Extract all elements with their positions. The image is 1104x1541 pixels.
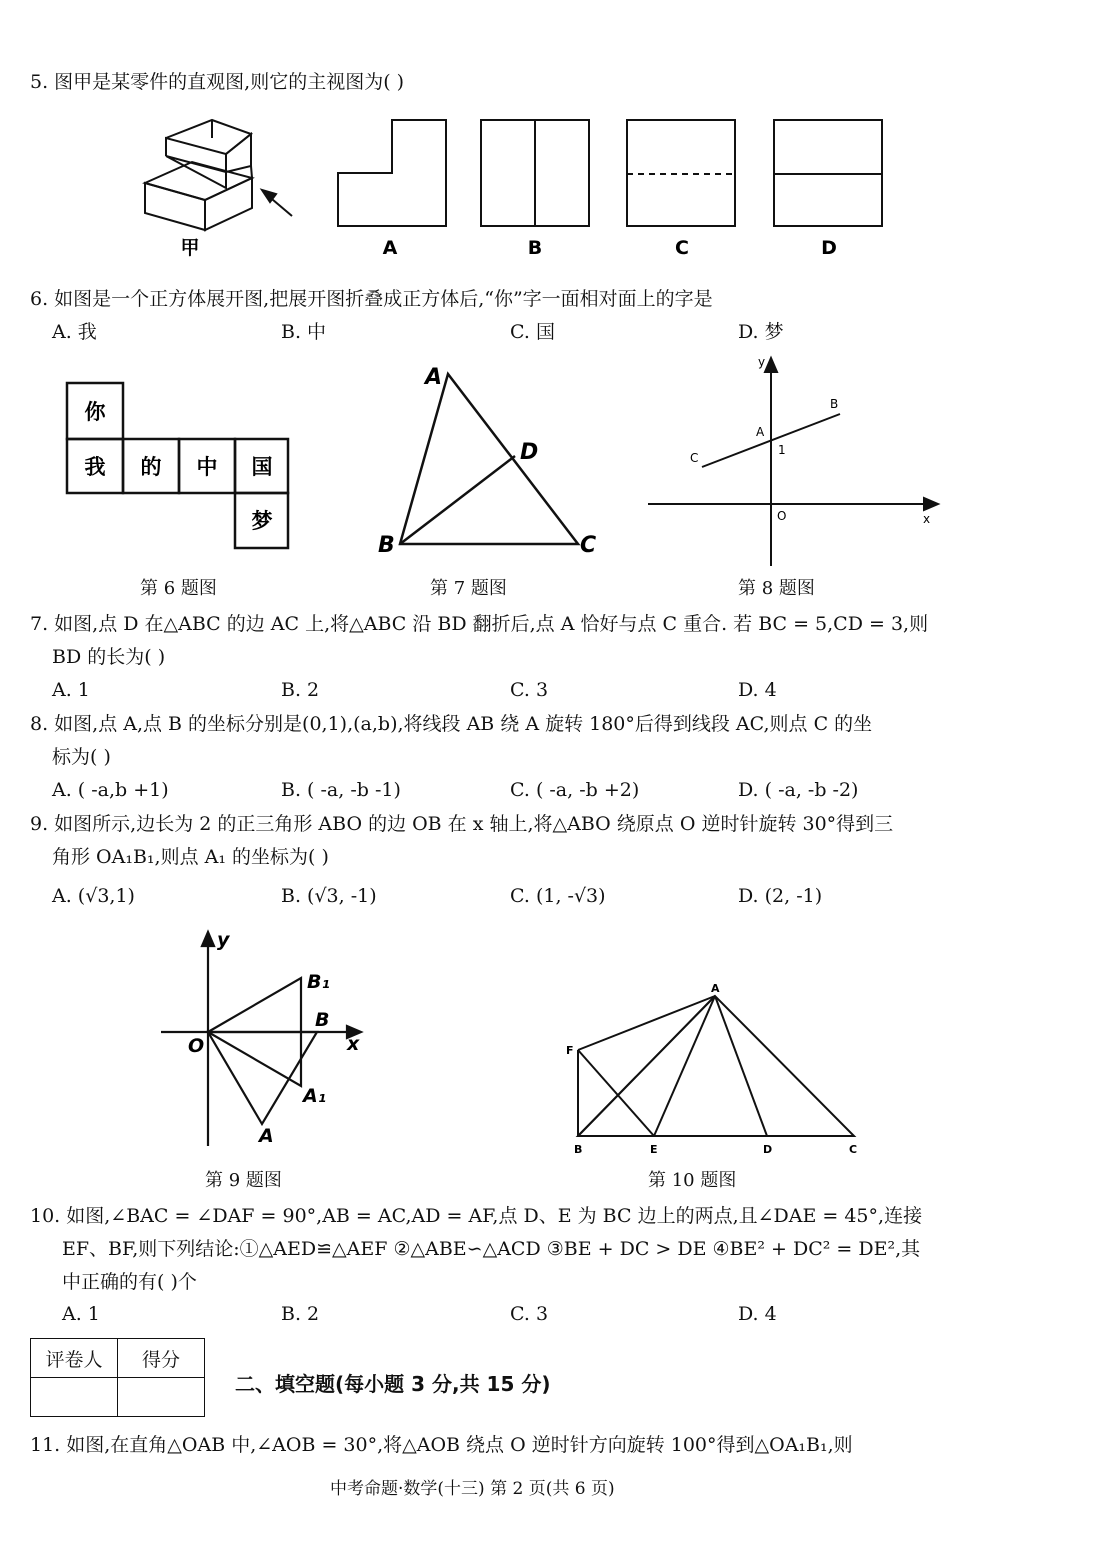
q7-line2: BD 的长为( ) — [52, 646, 166, 668]
q9-option-b: B. (√3, -1) — [281, 885, 377, 907]
fig-label-b: B — [527, 237, 543, 259]
view-a — [338, 120, 446, 226]
q8-option-a: A. ( -a,b +1) — [52, 779, 169, 801]
fig-label-jia: 甲 — [180, 237, 200, 259]
q10-option-b: B. 2 — [281, 1303, 320, 1325]
caption-fig6: 第 6 题图 — [140, 578, 217, 599]
fig7-triangle — [370, 362, 610, 562]
fig10-label-c: C — [849, 1143, 858, 1156]
net-char-zhong: 中 — [196, 455, 218, 479]
q9-option-d: D. (2, -1) — [738, 885, 823, 907]
reviewer-header: 评卷人 — [31, 1339, 118, 1378]
view-arrow-icon — [262, 190, 292, 216]
fig10-label-d: D — [763, 1143, 773, 1156]
q10-line1: 10. 如图,∠BAC = ∠DAF = 90°,AB = AC,AD = AF,点 D、E 为 BC 边上的两点,且∠DAE = 45°,连接 — [30, 1205, 923, 1227]
fig9-label-a1: A₁ — [303, 1085, 327, 1107]
q7-option-d: D. 4 — [738, 679, 777, 701]
q8-option-d: D. ( -a, -b -2) — [738, 779, 859, 801]
q6-option-d: D. 梦 — [738, 321, 784, 343]
q11-line1: 11. 如图,在直角△OAB 中,∠AOB = 30°,将△AOB 绕点 O 逆时针方向旋转 100°得到△OA₁B₁,则 — [30, 1434, 853, 1456]
q5-figures — [130, 108, 910, 260]
net-char-meng: 梦 — [251, 509, 273, 533]
fig7-label-b: B — [378, 533, 395, 558]
fig-label-a: A — [382, 237, 398, 259]
net-char-guo: 国 — [251, 455, 273, 479]
q8-option-c: C. ( -a, -b +2) — [510, 779, 640, 801]
q5-stem: 5. 图甲是某零件的直观图,则它的主视图为( ) — [30, 71, 405, 93]
grading-table — [30, 1338, 205, 1417]
fig9-label-b1: B₁ — [307, 971, 330, 993]
q6-option-c: C. 国 — [510, 321, 555, 343]
q10-option-a: A. 1 — [62, 1303, 100, 1325]
q7-option-a: A. 1 — [52, 679, 90, 701]
score-cell[interactable] — [118, 1378, 205, 1417]
view-c — [627, 120, 735, 226]
fig7-label-c: C — [580, 533, 597, 558]
view-b — [481, 120, 589, 226]
q10-option-c: C. 3 — [510, 1303, 549, 1325]
q8-line2: 标为( ) — [52, 746, 111, 768]
q6-option-a: A. 我 — [52, 321, 97, 343]
fig10-label-e: E — [650, 1143, 658, 1156]
page-footer: 中考命题·数学(十三) 第 2 页(共 6 页) — [330, 1479, 615, 1499]
fig8-label-o: O — [777, 509, 787, 523]
fig7-label-d: D — [520, 440, 539, 465]
fig9-label-b: B — [315, 1009, 330, 1031]
q8-line1: 8. 如图,点 A,点 B 的坐标分别是(0,1),(a,b),将线段 AB 绕 A 旋转 180°后得到线段 AC,则点 C 的坐 — [30, 713, 873, 735]
fig9-label-y: y — [217, 929, 230, 951]
caption-fig9: 第 9 题图 — [205, 1170, 282, 1191]
fig10-label-f: F — [566, 1044, 574, 1057]
fig8-label-x: x — [923, 512, 931, 526]
caption-fig10: 第 10 题图 — [648, 1170, 737, 1191]
fig8-label-b: B — [830, 397, 839, 411]
fig10-label-b: B — [574, 1143, 583, 1156]
fig6-cube-net — [60, 378, 296, 556]
fig8-label-1: 1 — [778, 443, 786, 457]
q6-stem: 6. 如图是一个正方体展开图,把展开图折叠成正方体后,“你”字一面相对面上的字是 — [30, 288, 713, 310]
net-char-ni: 你 — [84, 400, 106, 424]
caption-fig7: 第 7 题图 — [430, 578, 507, 599]
fig8-coordinate-plot — [640, 352, 950, 572]
q7-option-b: B. 2 — [281, 679, 320, 701]
view-d — [774, 120, 882, 226]
q9-line2: 角形 OA₁B₁,则点 A₁ 的坐标为( ) — [52, 846, 329, 868]
fig9-label-o: O — [188, 1035, 205, 1057]
fig9-label-x: x — [347, 1033, 360, 1055]
score-header: 得分 — [118, 1339, 205, 1378]
fig10-label-a: A — [711, 982, 720, 995]
q9-option-a: A. (√3,1) — [52, 885, 135, 907]
q10-line2: EF、BF,则下列结论:①△AED≌△AEF ②△ABE∽△ACD ③BE + DC > DE ④BE² + DC² = DE²,其 — [62, 1238, 921, 1260]
q6-option-b: B. 中 — [281, 321, 327, 343]
q8-option-b: B. ( -a, -b -1) — [281, 779, 401, 801]
fig-jia-stepped-block — [145, 120, 252, 230]
fig9-label-a: A — [259, 1125, 274, 1147]
net-char-wo: 我 — [84, 455, 106, 479]
q7-line1: 7. 如图,点 D 在△ABC 的边 AC 上,将△ABC 沿 BD 翻折后,点 A 恰好与点 C 重合. 若 BC = 5,CD = 3,则 — [30, 613, 929, 635]
fig8-label-c: C — [690, 451, 699, 465]
q10-option-d: D. 4 — [738, 1303, 777, 1325]
caption-fig8: 第 8 题图 — [738, 578, 815, 599]
q10-line3: 中正确的有( )个 — [62, 1271, 197, 1293]
fig9-rotation-plot — [155, 926, 375, 1150]
fig10-triangle-figure — [560, 978, 870, 1158]
fig-label-d: D — [821, 237, 837, 259]
q9-line1: 9. 如图所示,边长为 2 的正三角形 ABO 的边 OB 在 x 轴上,将△ABO 绕原点 O 逆时针旋转 30°得到三 — [30, 813, 894, 835]
fig7-label-a: A — [425, 365, 443, 390]
fig8-label-a: A — [756, 425, 765, 439]
fig8-label-y: y — [758, 355, 766, 369]
reviewer-cell[interactable] — [31, 1378, 118, 1417]
net-char-de: 的 — [140, 455, 162, 479]
fig-label-c: C — [675, 237, 689, 259]
q7-option-c: C. 3 — [510, 679, 549, 701]
q9-option-c: C. (1, -√3) — [510, 885, 606, 907]
section-2-heading: 二、填空题(每小题 3 分,共 15 分) — [235, 1372, 551, 1396]
